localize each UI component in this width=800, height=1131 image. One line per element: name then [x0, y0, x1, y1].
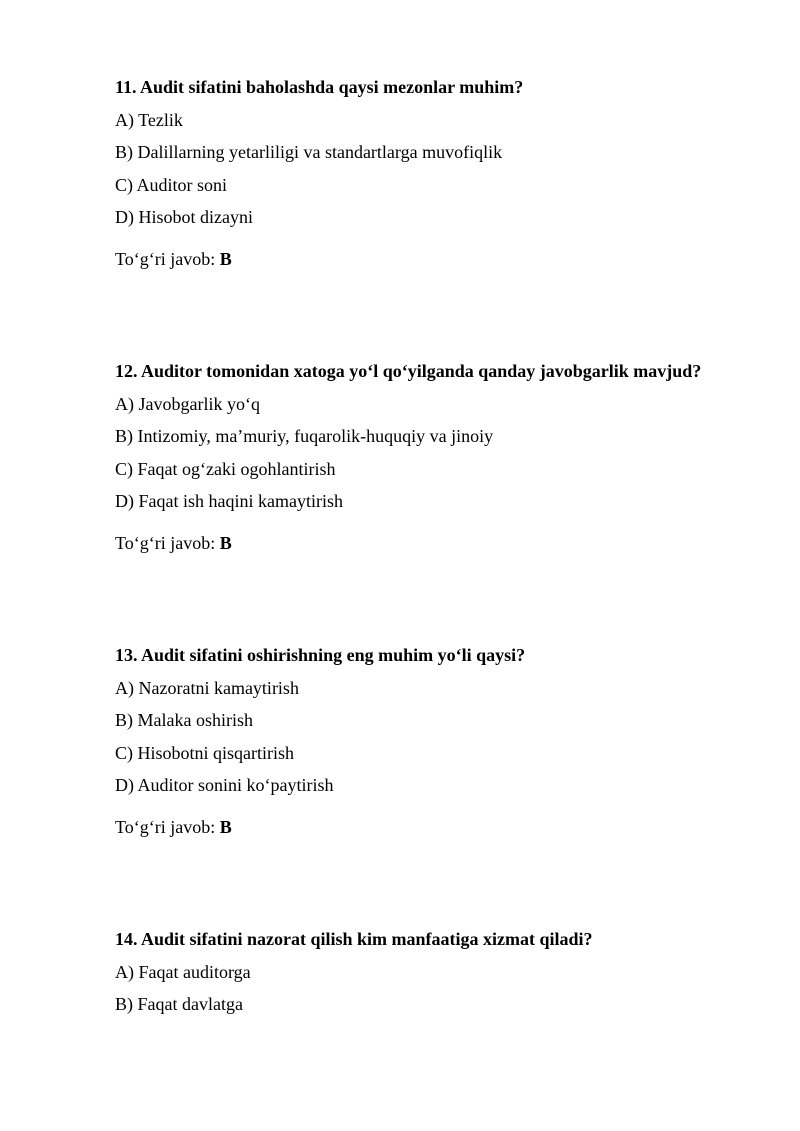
answer-option: B) Malaka oshirish: [115, 710, 253, 730]
question-block: [115, 76, 775, 270]
correct-answer-label: To‘g‘ri javob:: [115, 817, 220, 837]
answer-option: A) Faqat auditorga: [115, 961, 251, 982]
answer-option: B) Dalillarning yetarliligi va standartlarga muvofiqlik: [115, 142, 503, 162]
question-block: [115, 928, 775, 1015]
correct-answer: [115, 816, 775, 838]
answer-option: D) Hisobot dizayni: [115, 207, 253, 227]
answer-option: A) Javobgarlik yo‘q: [115, 393, 260, 414]
answer-option: C) Auditor soni: [115, 174, 228, 195]
question-title: 12. Auditor tomonidan xatoga yo‘l qo‘yilganda qanday javobgarlik mavjud?: [115, 361, 702, 381]
answer-option: A) Nazoratni kamaytirish: [115, 677, 299, 698]
answer-option: C) Faqat og‘zaki ogohlantirish: [115, 458, 336, 479]
answer-option: A) Tezlik: [115, 109, 183, 130]
answer-option: D) Auditor sonini ko‘paytirish: [115, 775, 334, 795]
answer-option: B) Faqat davlatga: [115, 994, 243, 1014]
question-title: 13. Audit sifatini oshirishning eng muhim yo‘li qaysi?: [115, 645, 526, 665]
correct-answer-value: B: [219, 249, 232, 269]
question-title: 14. Audit sifatini nazorat qilish kim manfaatiga xizmat qiladi?: [115, 929, 593, 949]
question-block: [115, 360, 775, 554]
correct-answer-label: To‘g‘ri javob:: [115, 533, 220, 553]
correct-answer: [115, 248, 775, 270]
answer-option: D) Faqat ish haqini kamaytirish: [115, 491, 343, 511]
correct-answer: [115, 532, 775, 554]
question-title: 11. Audit sifatini baholashda qaysi mezonlar muhim?: [115, 77, 524, 97]
answer-option: B) Intizomiy, ma’muriy, fuqarolik-huquqiy va jinoiy: [115, 426, 494, 446]
correct-answer-label: To‘g‘ri javob:: [115, 249, 220, 269]
correct-answer-value: B: [219, 817, 232, 837]
question-block: [115, 644, 775, 838]
answer-option: C) Hisobotni qisqartirish: [115, 742, 294, 763]
correct-answer-value: B: [219, 533, 232, 553]
